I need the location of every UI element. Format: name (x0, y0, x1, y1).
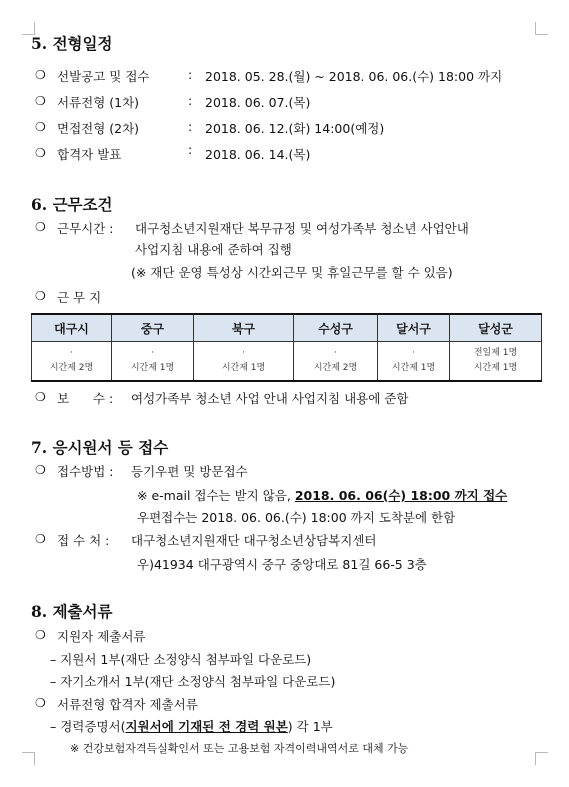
table-header-cell: 대구시 (32, 314, 112, 342)
schedule-row (35, 67, 46, 82)
workplace-label: 근 무 지 (57, 290, 102, 305)
cell-top: 전일제 1명 (473, 348, 518, 358)
cell-bottom: 시간제 2명 (49, 363, 94, 373)
table-header-cell: 수성구 (294, 314, 378, 342)
work-hours-label: 근무시간 : (57, 221, 114, 236)
table-header-cell: 중구 (112, 314, 194, 342)
schedule-value: 2018. 06. 07.(목) (205, 95, 311, 110)
corner-mark-bottom-left (22, 752, 35, 765)
bullet-icon: ❍ (35, 68, 46, 82)
table-cell (378, 342, 450, 382)
table-header-cell: 달서구 (378, 314, 450, 342)
table-cell (32, 342, 112, 382)
cell-bottom: 시간제 2명 (313, 363, 358, 373)
doc-item (50, 717, 333, 735)
receipt-place-value: 대구청소년지원재단 대구청소년상담복지센터 (131, 533, 377, 548)
schedule-label: 선발공고 및 접수 (57, 69, 150, 84)
deadline-highlight: 2018. 06. 06(수) 18:00 까지 접수 (294, 488, 508, 503)
schedule-label: 서류전형 (1차) (57, 95, 140, 110)
table-row (32, 342, 542, 382)
applicant-docs-heading: 지원자 제출서류 (57, 629, 146, 644)
bullet-icon: ❍ (35, 289, 46, 303)
bullet-icon: ❍ (35, 120, 46, 134)
cell-bottom: 시간제 1명 (130, 363, 175, 373)
schedule-colon: : (188, 93, 193, 108)
cell-top: · (242, 348, 245, 358)
schedule-value: 2018. 06. 12.(화) 14:00(예정) (205, 121, 385, 136)
bullet-icon: ❍ (35, 463, 46, 477)
section-6-title: 6. 근무조건 (31, 195, 113, 214)
bullet-icon: ❍ (35, 94, 46, 108)
cell-top: · (70, 348, 73, 358)
bullet-icon: ❍ (35, 696, 46, 710)
table-cell (450, 342, 542, 382)
work-hours-line2: 사업지침 내용에 준하여 집행 (135, 242, 292, 257)
work-hours-note: (※ 재단 운영 특성상 시간외근무 및 휴일근무를 할 수 있음) (131, 265, 453, 280)
schedule-colon: : (188, 67, 193, 82)
pay-value: 여성가족부 청소년 사업 안내 사업지침 내용에 준함 (131, 391, 409, 406)
cell-top: · (151, 348, 154, 358)
section-8-title: 8. 제출서류 (31, 602, 113, 621)
doc-item-post: ) 각 1부 (287, 719, 333, 734)
method-label: 접수방법 : (57, 464, 114, 479)
cell-top: · (334, 348, 337, 358)
passer-docs-heading: 서류전형 합격자 제출서류 (57, 697, 198, 712)
corner-mark-bottom-right (535, 752, 548, 765)
table-header-cell: 북구 (194, 314, 294, 342)
email-note-prefix: ※ e-mail 접수는 받지 않음, (137, 488, 295, 503)
corner-mark-top-right (535, 22, 548, 35)
mail-note: 우편접수는 2018. 06. 06.(수) 18:00 까지 도착분에 한함 (137, 510, 456, 525)
doc-item: – 지원서 1부(재단 소정양식 첨부파일 다운로드) (50, 652, 312, 667)
schedule-label: 면접전형 (2차) (57, 121, 140, 136)
table-cell (294, 342, 378, 382)
cell-bottom: 시간제 1명 (473, 363, 518, 373)
section-5-title: 5. 전형일정 (31, 34, 113, 53)
schedule-label: 합격자 발표 (57, 147, 122, 162)
work-hours-line1: 대구청소년지원재단 복무규정 및 여성가족부 청소년 사업안내 (135, 221, 469, 236)
method-value: 등기우편 및 방문접수 (131, 464, 248, 479)
cell-top: · (412, 348, 415, 358)
workplace-table (31, 313, 542, 382)
doc-item-pre: – 경력증명서( (50, 719, 126, 734)
pay-label: 보 수 : (57, 391, 114, 406)
schedule-value: 2018. 05. 28.(월) ~ 2018. 06. 06.(수) 18:00 까지 (205, 69, 503, 84)
schedule-colon: : (188, 119, 193, 134)
schedule-value: 2018. 06. 14.(목) (205, 147, 311, 162)
receipt-place-label: 접 수 처 : (57, 533, 110, 548)
section-7-title: 7. 응시원서 등 접수 (31, 438, 169, 457)
table-header-row (32, 314, 542, 342)
cell-bottom: 시간제 1명 (221, 363, 266, 373)
footnote: ※ 건강보험자격득실확인서 또는 고용보험 자격이력내역서로 대체 가능 (70, 742, 409, 755)
bullet-icon: ❍ (35, 390, 46, 404)
bullet-icon: ❍ (35, 220, 46, 234)
bullet-icon: ❍ (35, 628, 46, 642)
table-header-cell: 달성군 (450, 314, 542, 342)
table-cell (112, 342, 194, 382)
cell-bottom: 시간제 1명 (391, 363, 436, 373)
schedule-colon: : (188, 142, 193, 157)
email-note (137, 486, 507, 504)
table-cell (194, 342, 294, 382)
receipt-address: 우)41934 대구광역시 중구 중앙대로 81길 66-5 3층 (137, 557, 427, 572)
doc-item: – 자기소개서 1부(재단 소정양식 첨부파일 다운로드) (50, 674, 336, 689)
doc-item-emphasis: 지원서에 기재된 전 경력 원본 (125, 719, 288, 734)
bullet-icon: ❍ (35, 532, 46, 546)
bullet-icon: ❍ (35, 146, 46, 160)
